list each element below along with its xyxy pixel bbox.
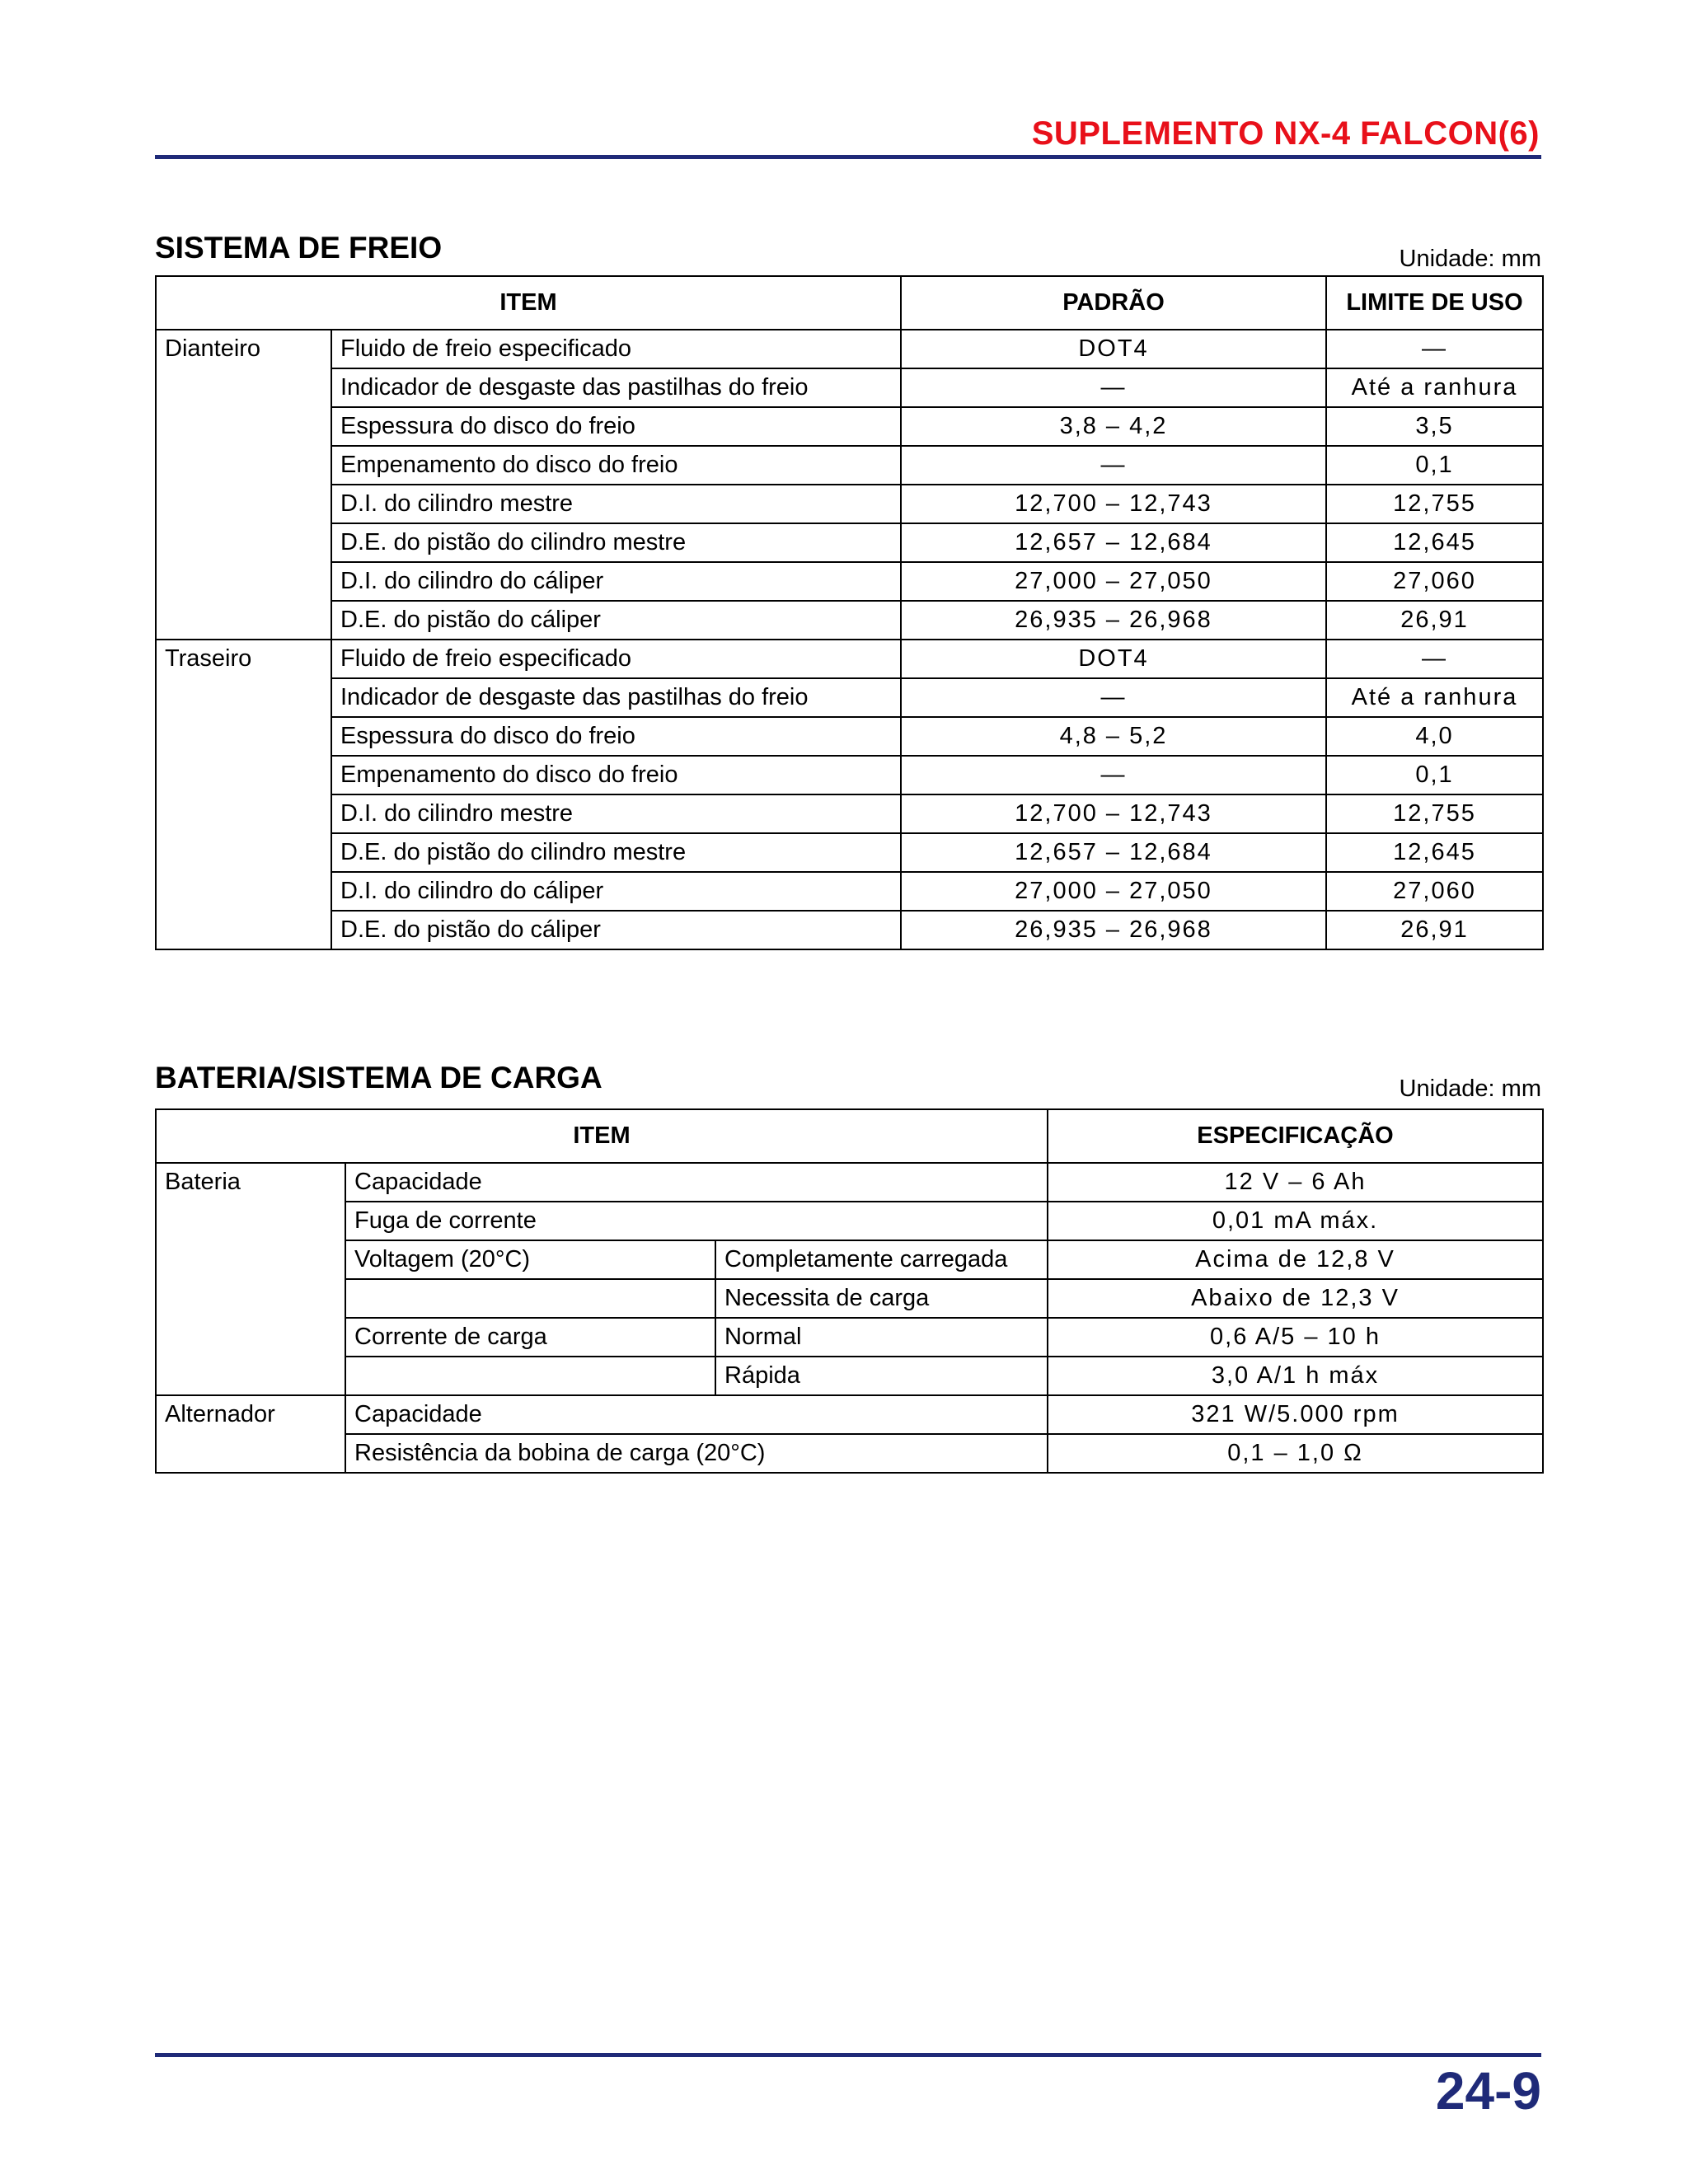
table-row [156, 523, 1543, 562]
document-header-title: SUPLEMENTO NX-4 FALCON(6) [1031, 115, 1540, 152]
condition-cell: Rápida [715, 1357, 1048, 1395]
standard-cell: 12,700 – 12,743 [901, 794, 1326, 833]
table-row [156, 911, 1543, 949]
table-row [156, 601, 1543, 640]
item-cell: Capacidade [345, 1163, 1048, 1202]
item-cell: D.E. do pistão do cilindro mestre [331, 833, 901, 872]
table-row [156, 1279, 1543, 1318]
table-row [156, 833, 1543, 872]
limit-cell: 3,5 [1326, 407, 1543, 446]
brake-col-limit: LIMITE DE USO [1326, 276, 1543, 330]
brake-col-standard: PADRÃO [901, 276, 1326, 330]
table-row [156, 756, 1543, 794]
item-cell: D.I. do cilindro do cáliper [331, 872, 901, 911]
limit-cell: 12,755 [1326, 485, 1543, 523]
brake-unit-label: Unidade: mm [1399, 246, 1541, 272]
limit-cell: 26,91 [1326, 911, 1543, 949]
footer-rule [155, 2053, 1541, 2057]
limit-cell: 27,060 [1326, 562, 1543, 601]
table-row [156, 1240, 1543, 1279]
header-rule [155, 155, 1541, 159]
item-cell: Resistência da bobina de carga (20°C) [345, 1434, 1048, 1473]
standard-cell: — [901, 678, 1326, 717]
limit-cell: 0,1 [1326, 756, 1543, 794]
table-row [156, 330, 1543, 368]
table-row [156, 485, 1543, 523]
battery-table-header-row [156, 1109, 1543, 1163]
table-row [156, 1318, 1543, 1357]
group-label: Traseiro [156, 640, 331, 949]
item-cell: Capacidade [345, 1395, 1048, 1434]
table-row [156, 407, 1543, 446]
limit-cell: 4,0 [1326, 717, 1543, 756]
table-row [156, 368, 1543, 407]
standard-cell: 26,935 – 26,968 [901, 601, 1326, 640]
table-row [156, 1163, 1543, 1202]
battery-section-title: BATERIA/SISTEMA DE CARGA [155, 1061, 603, 1094]
item-cell [345, 1357, 715, 1395]
limit-cell: Até a ranhura [1326, 678, 1543, 717]
spec-cell: 321 W/5.000 rpm [1048, 1395, 1543, 1434]
standard-cell: 4,8 – 5,2 [901, 717, 1326, 756]
standard-cell: — [901, 446, 1326, 485]
battery-col-item: ITEM [156, 1109, 1048, 1163]
table-row [156, 678, 1543, 717]
standard-cell: 27,000 – 27,050 [901, 872, 1326, 911]
item-cell: Corrente de carga [345, 1318, 715, 1357]
spec-cell: 3,0 A/1 h máx [1048, 1357, 1543, 1395]
brake-col-item: ITEM [156, 276, 901, 330]
spec-cell: 0,6 A/5 – 10 h [1048, 1318, 1543, 1357]
standard-cell: 12,657 – 12,684 [901, 523, 1326, 562]
standard-cell: 26,935 – 26,968 [901, 911, 1326, 949]
limit-cell: 12,755 [1326, 794, 1543, 833]
table-row [156, 1395, 1543, 1434]
spec-cell: 0,01 mA máx. [1048, 1202, 1543, 1240]
item-cell: D.I. do cilindro mestre [331, 485, 901, 523]
brake-section-title: SISTEMA DE FREIO [155, 231, 443, 265]
table-row [156, 446, 1543, 485]
item-cell: Fluido de freio especificado [331, 330, 901, 368]
item-cell: Voltagem (20°C) [345, 1240, 715, 1279]
battery-spec-table [155, 1108, 1544, 1474]
item-cell: D.I. do cilindro do cáliper [331, 562, 901, 601]
group-label: Alternador [156, 1395, 345, 1473]
battery-unit-label: Unidade: mm [1399, 1076, 1541, 1102]
standard-cell: 12,700 – 12,743 [901, 485, 1326, 523]
spec-cell: Acima de 12,8 V [1048, 1240, 1543, 1279]
condition-cell: Completamente carregada [715, 1240, 1048, 1279]
spec-cell: Abaixo de 12,3 V [1048, 1279, 1543, 1318]
item-cell: Fuga de corrente [345, 1202, 1048, 1240]
page-number: 24-9 [1435, 2061, 1541, 2121]
battery-col-spec: ESPECIFICAÇÃO [1048, 1109, 1543, 1163]
limit-cell: 12,645 [1326, 523, 1543, 562]
limit-cell: 26,91 [1326, 601, 1543, 640]
standard-cell: — [901, 756, 1326, 794]
brake-spec-table [155, 275, 1544, 950]
limit-cell: Até a ranhura [1326, 368, 1543, 407]
standard-cell: DOT4 [901, 330, 1326, 368]
item-cell: D.I. do cilindro mestre [331, 794, 901, 833]
condition-cell: Normal [715, 1318, 1048, 1357]
group-label: Bateria [156, 1163, 345, 1395]
table-row [156, 640, 1543, 678]
condition-cell: Necessita de carga [715, 1279, 1048, 1318]
limit-cell: — [1326, 640, 1543, 678]
table-row [156, 717, 1543, 756]
spec-cell: 12 V – 6 Ah [1048, 1163, 1543, 1202]
standard-cell: DOT4 [901, 640, 1326, 678]
table-row [156, 1434, 1543, 1473]
item-cell: Empenamento do disco do freio [331, 756, 901, 794]
table-row [156, 1202, 1543, 1240]
standard-cell: 3,8 – 4,2 [901, 407, 1326, 446]
standard-cell: 12,657 – 12,684 [901, 833, 1326, 872]
item-cell: Espessura do disco do freio [331, 407, 901, 446]
brake-table-header-row [156, 276, 1543, 330]
limit-cell: 12,645 [1326, 833, 1543, 872]
table-row [156, 794, 1543, 833]
item-cell: Espessura do disco do freio [331, 717, 901, 756]
item-cell: D.E. do pistão do cáliper [331, 911, 901, 949]
item-cell [345, 1279, 715, 1318]
item-cell: Fluido de freio especificado [331, 640, 901, 678]
item-cell: D.E. do pistão do cilindro mestre [331, 523, 901, 562]
standard-cell: — [901, 368, 1326, 407]
limit-cell: 27,060 [1326, 872, 1543, 911]
item-cell: Empenamento do disco do freio [331, 446, 901, 485]
group-label: Dianteiro [156, 330, 331, 640]
item-cell: D.E. do pistão do cáliper [331, 601, 901, 640]
limit-cell: — [1326, 330, 1543, 368]
spec-cell: 0,1 – 1,0 Ω [1048, 1434, 1543, 1473]
limit-cell: 0,1 [1326, 446, 1543, 485]
item-cell: Indicador de desgaste das pastilhas do freio [331, 678, 901, 717]
table-row [156, 562, 1543, 601]
table-row [156, 872, 1543, 911]
table-row [156, 1357, 1543, 1395]
standard-cell: 27,000 – 27,050 [901, 562, 1326, 601]
item-cell: Indicador de desgaste das pastilhas do freio [331, 368, 901, 407]
